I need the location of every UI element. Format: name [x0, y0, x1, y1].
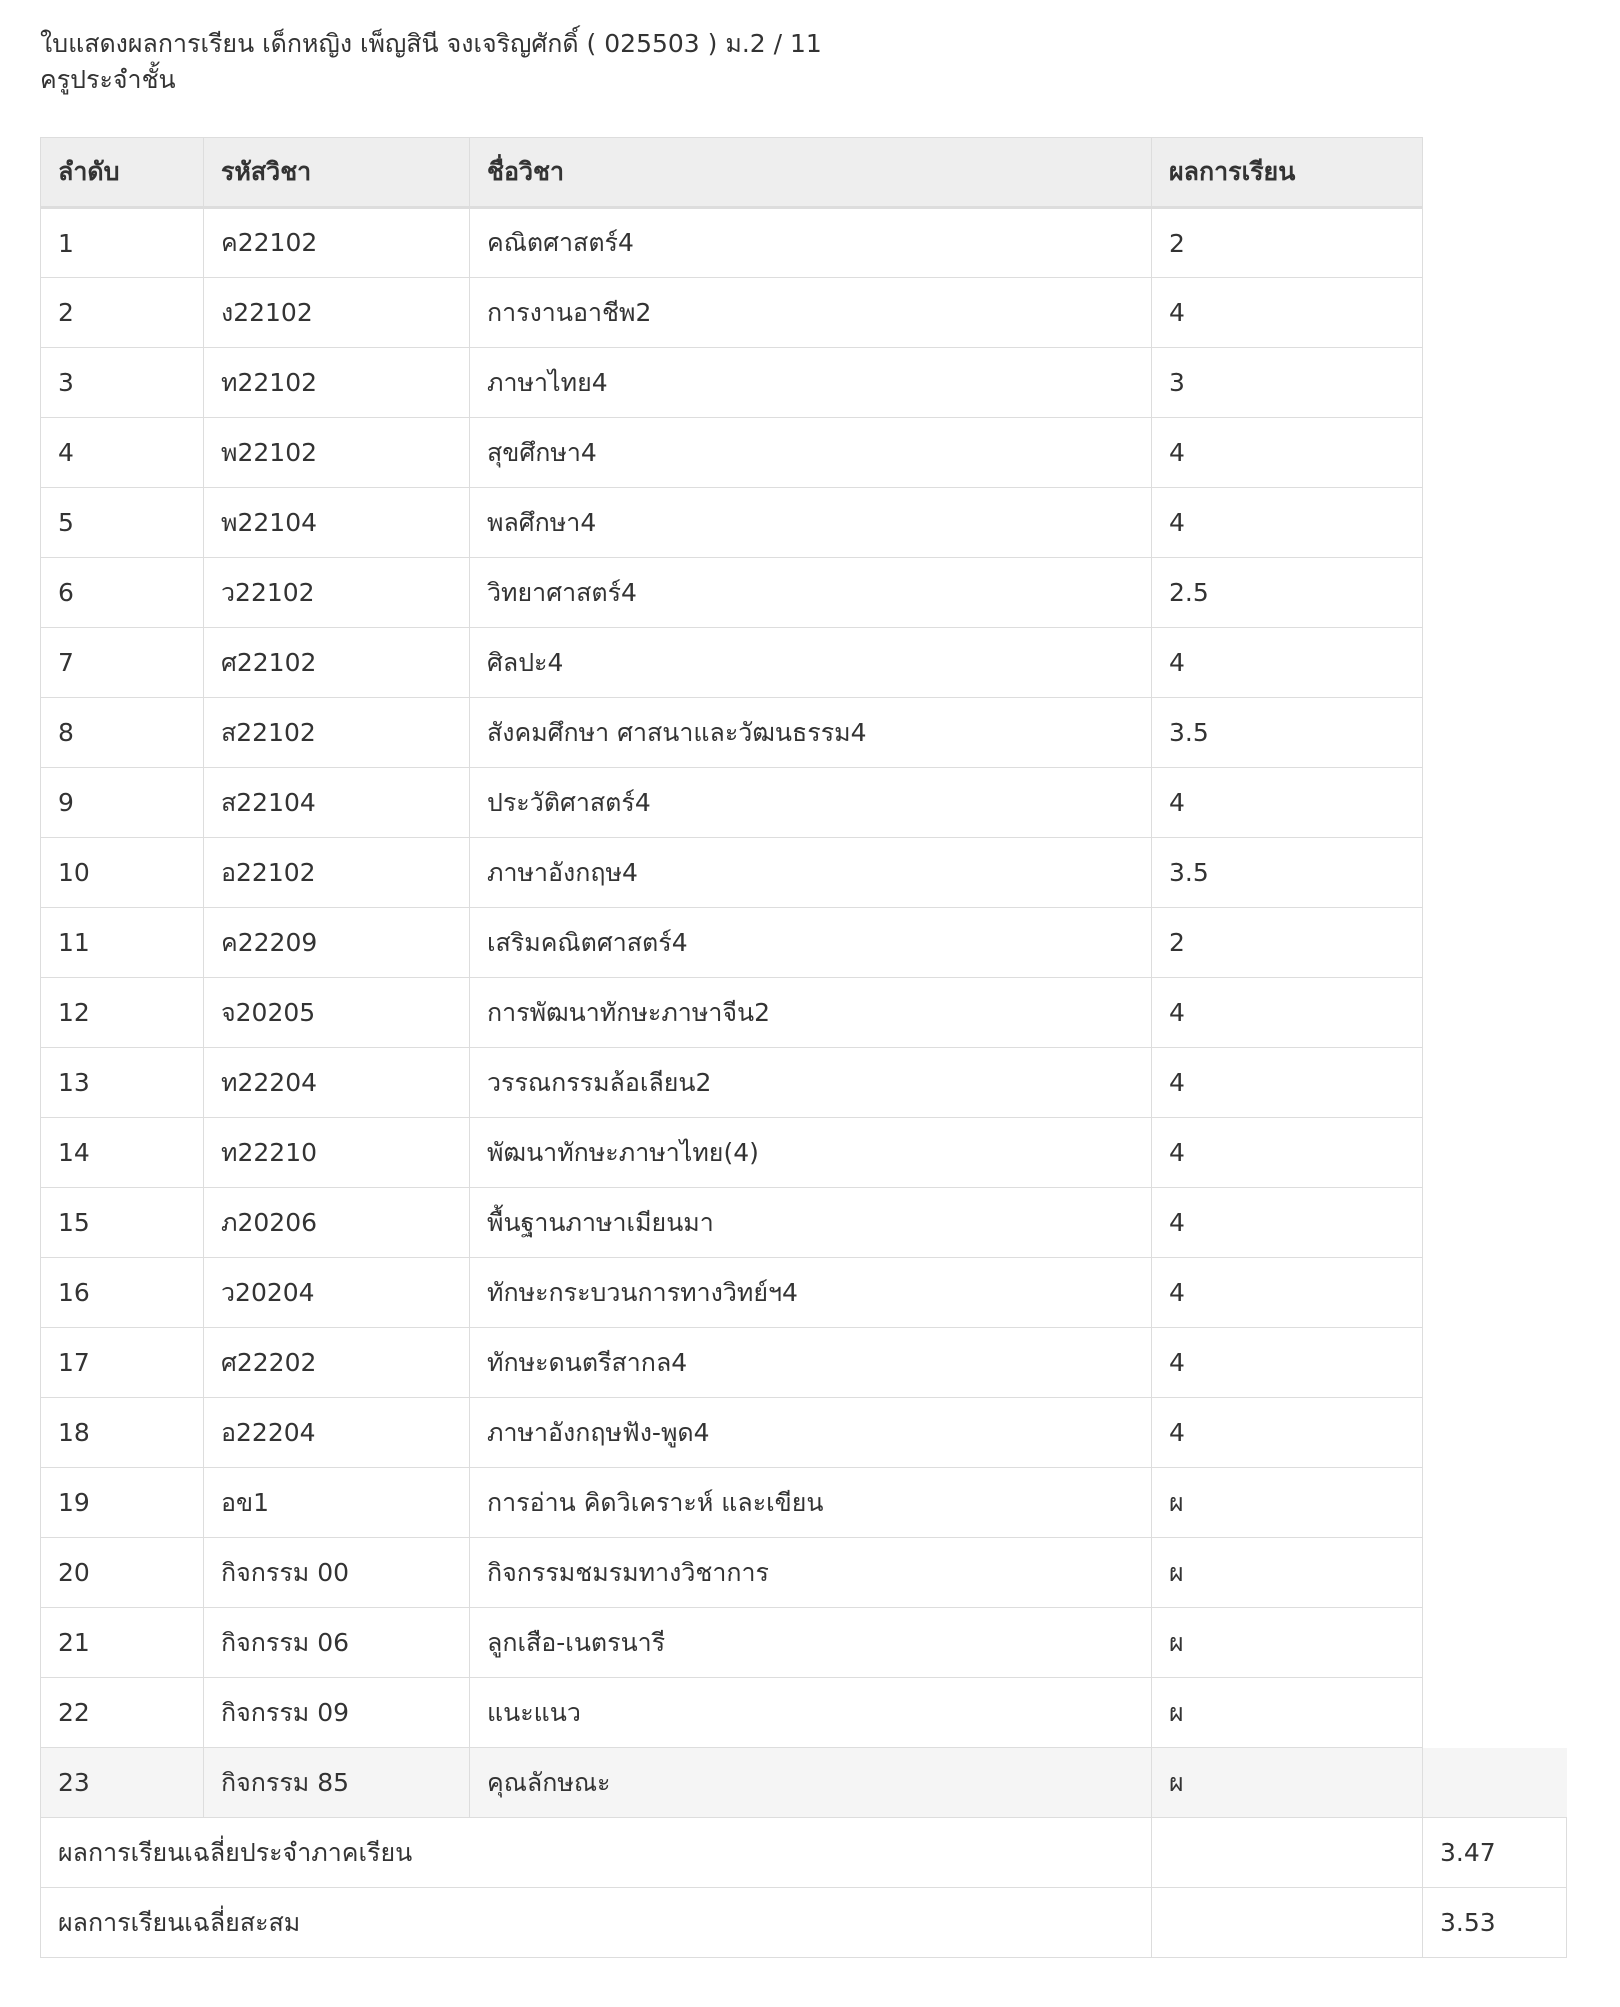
table-row [41, 978, 1567, 1048]
row-number: 1 [41, 208, 204, 278]
subject-code: ท22204 [204, 1048, 470, 1118]
subject-code: อ22102 [204, 838, 470, 908]
row-number: 12 [41, 978, 204, 1048]
subject-name: คุณลักษณะ [470, 1748, 1152, 1818]
table-row [41, 418, 1567, 488]
subject-name: กิจกรรมชมรมทางวิชาการ [470, 1538, 1152, 1608]
grade-value: ผ [1152, 1468, 1423, 1538]
row-number: 5 [41, 488, 204, 558]
table-row [41, 1468, 1567, 1538]
row-spacer [1423, 838, 1567, 908]
grade-value: 4 [1152, 1118, 1423, 1188]
column-header-code: รหัสวิชา [204, 138, 470, 208]
grade-value: 4 [1152, 488, 1423, 558]
table-row [41, 348, 1567, 418]
subject-code: กิจกรรม 85 [204, 1748, 470, 1818]
term-gpa-blank [1152, 1818, 1423, 1888]
subject-name: พัฒนาทักษะภาษาไทย(4) [470, 1118, 1152, 1188]
subject-name: การอ่าน คิดวิเคราะห์ และเขียน [470, 1468, 1152, 1538]
row-number: 23 [41, 1748, 204, 1818]
table-row [41, 1608, 1567, 1678]
table-row [41, 1118, 1567, 1188]
subject-code: จ20205 [204, 978, 470, 1048]
row-spacer [1423, 1258, 1567, 1328]
table-header-row [41, 138, 1567, 208]
row-spacer [1423, 1188, 1567, 1258]
row-spacer [1423, 698, 1567, 768]
subject-name: สุขศึกษา4 [470, 418, 1152, 488]
subject-code: พ22102 [204, 418, 470, 488]
row-spacer [1423, 1118, 1567, 1188]
subject-name: ภาษาอังกฤษฟัง-พูด4 [470, 1398, 1152, 1468]
row-number: 8 [41, 698, 204, 768]
table-row [41, 838, 1567, 908]
grade-value: ผ [1152, 1748, 1423, 1818]
column-header-name: ชื่อวิชา [470, 138, 1152, 208]
subject-name: ภาษาอังกฤษ4 [470, 838, 1152, 908]
subject-name: วิทยาศาสตร์4 [470, 558, 1152, 628]
grade-value: 4 [1152, 1328, 1423, 1398]
grade-value: ผ [1152, 1538, 1423, 1608]
table-row [41, 1398, 1567, 1468]
subject-name: เสริมคณิตศาสตร์4 [470, 908, 1152, 978]
subject-code: ศ22202 [204, 1328, 470, 1398]
subject-name: ประวัติศาสตร์4 [470, 768, 1152, 838]
grade-value: 2.5 [1152, 558, 1423, 628]
subject-name: ทักษะกระบวนการทางวิทย์ฯ4 [470, 1258, 1152, 1328]
subject-code: ภ20206 [204, 1188, 470, 1258]
grade-value: 3.5 [1152, 698, 1423, 768]
table-row [41, 1678, 1567, 1748]
table-row [41, 558, 1567, 628]
grade-value: 4 [1152, 1188, 1423, 1258]
subject-name: การพัฒนาทักษะภาษาจีน2 [470, 978, 1152, 1048]
row-number: 19 [41, 1468, 204, 1538]
row-spacer [1423, 908, 1567, 978]
grade-value: 4 [1152, 978, 1423, 1048]
grade-value: 4 [1152, 1048, 1423, 1118]
subject-code: ส22104 [204, 768, 470, 838]
subject-code: พ22104 [204, 488, 470, 558]
row-number: 21 [41, 1608, 204, 1678]
row-spacer [1423, 1048, 1567, 1118]
grade-value: 2 [1152, 908, 1423, 978]
row-number: 11 [41, 908, 204, 978]
row-number: 14 [41, 1118, 204, 1188]
term-gpa-label: ผลการเรียนเฉลี่ยประจำภาคเรียน [41, 1818, 1152, 1888]
table-row [41, 488, 1567, 558]
subject-code: อข1 [204, 1468, 470, 1538]
cumulative-gpa-value: 3.53 [1423, 1888, 1567, 1958]
table-row [41, 1538, 1567, 1608]
row-spacer [1423, 558, 1567, 628]
grade-value: ผ [1152, 1678, 1423, 1748]
grade-value: 4 [1152, 1258, 1423, 1328]
row-number: 18 [41, 1398, 204, 1468]
subject-code: กิจกรรม 09 [204, 1678, 470, 1748]
grade-value: 3 [1152, 348, 1423, 418]
subject-name: พลศึกษา4 [470, 488, 1152, 558]
row-spacer [1423, 1538, 1567, 1608]
subject-name: ลูกเสือ-เนตรนารี [470, 1608, 1152, 1678]
subject-code: ง22102 [204, 278, 470, 348]
table-row [41, 908, 1567, 978]
row-number: 2 [41, 278, 204, 348]
grade-value: ผ [1152, 1608, 1423, 1678]
row-spacer [1423, 1608, 1567, 1678]
row-number: 7 [41, 628, 204, 698]
grade-value: 3.5 [1152, 838, 1423, 908]
table-row [41, 1188, 1567, 1258]
subject-code: อ22204 [204, 1398, 470, 1468]
row-spacer [1423, 628, 1567, 698]
subject-name: พื้นฐานภาษาเมียนมา [470, 1188, 1152, 1258]
homeroom-teacher-label: ครูประจำชั้น [40, 65, 176, 94]
subject-code: ศ22102 [204, 628, 470, 698]
row-number: 13 [41, 1048, 204, 1118]
subject-code: ค22209 [204, 908, 470, 978]
row-spacer [1423, 768, 1567, 838]
row-spacer [1423, 348, 1567, 418]
subject-name: การงานอาชีพ2 [470, 278, 1152, 348]
subject-name: ภาษาไทย4 [470, 348, 1152, 418]
row-number: 15 [41, 1188, 204, 1258]
row-spacer [1423, 488, 1567, 558]
column-header-grade: ผลการเรียน [1152, 138, 1423, 208]
row-number: 17 [41, 1328, 204, 1398]
subject-name: สังคมศึกษา ศาสนาและวัฒนธรรม4 [470, 698, 1152, 768]
table-row [41, 1258, 1567, 1328]
subject-code: ว20204 [204, 1258, 470, 1328]
table-row [41, 208, 1567, 278]
term-gpa-row [41, 1818, 1567, 1888]
subject-name: วรรณกรรมล้อเลียน2 [470, 1048, 1152, 1118]
grade-value: 4 [1152, 768, 1423, 838]
report-title: ใบแสดงผลการเรียน เด็กหญิง เพ็ญสินี จงเจริญศักดิ์ ( 025503 ) ม.2 / 11 [40, 29, 822, 58]
subject-code: ท22210 [204, 1118, 470, 1188]
row-spacer [1423, 208, 1567, 278]
grade-value: 4 [1152, 418, 1423, 488]
table-row [41, 1748, 1567, 1818]
subject-code: ค22102 [204, 208, 470, 278]
grade-value: 4 [1152, 278, 1423, 348]
subject-code: กิจกรรม 00 [204, 1538, 470, 1608]
subject-code: ส22102 [204, 698, 470, 768]
report-header [40, 26, 822, 98]
row-number: 6 [41, 558, 204, 628]
row-spacer [1423, 1468, 1567, 1538]
table-row [41, 698, 1567, 768]
row-number: 22 [41, 1678, 204, 1748]
subject-name: แนะแนว [470, 1678, 1152, 1748]
row-spacer [1423, 1328, 1567, 1398]
subject-name: ทักษะดนตรีสากล4 [470, 1328, 1152, 1398]
subject-name: คณิตศาสตร์4 [470, 208, 1152, 278]
table-row [41, 278, 1567, 348]
row-number: 16 [41, 1258, 204, 1328]
row-number: 10 [41, 838, 204, 908]
row-spacer [1423, 418, 1567, 488]
cumulative-gpa-row [41, 1888, 1567, 1958]
table-row [41, 768, 1567, 838]
row-number: 9 [41, 768, 204, 838]
column-header-spacer [1423, 138, 1567, 208]
subject-code: ท22102 [204, 348, 470, 418]
row-number: 4 [41, 418, 204, 488]
row-number: 20 [41, 1538, 204, 1608]
cumulative-gpa-blank [1152, 1888, 1423, 1958]
row-spacer [1423, 1398, 1567, 1468]
term-gpa-value: 3.47 [1423, 1818, 1567, 1888]
row-spacer [1423, 1748, 1567, 1818]
table-row [41, 628, 1567, 698]
row-spacer [1423, 1678, 1567, 1748]
subject-name: ศิลปะ4 [470, 628, 1152, 698]
grade-value: 2 [1152, 208, 1423, 278]
row-number: 3 [41, 348, 204, 418]
table-row [41, 1328, 1567, 1398]
table-row [41, 1048, 1567, 1118]
grade-value: 4 [1152, 628, 1423, 698]
grade-value: 4 [1152, 1398, 1423, 1468]
subject-code: ว22102 [204, 558, 470, 628]
row-spacer [1423, 978, 1567, 1048]
grades-table [40, 137, 1567, 1958]
row-spacer [1423, 278, 1567, 348]
cumulative-gpa-label: ผลการเรียนเฉลี่ยสะสม [41, 1888, 1152, 1958]
column-header-no: ลำดับ [41, 138, 204, 208]
subject-code: กิจกรรม 06 [204, 1608, 470, 1678]
